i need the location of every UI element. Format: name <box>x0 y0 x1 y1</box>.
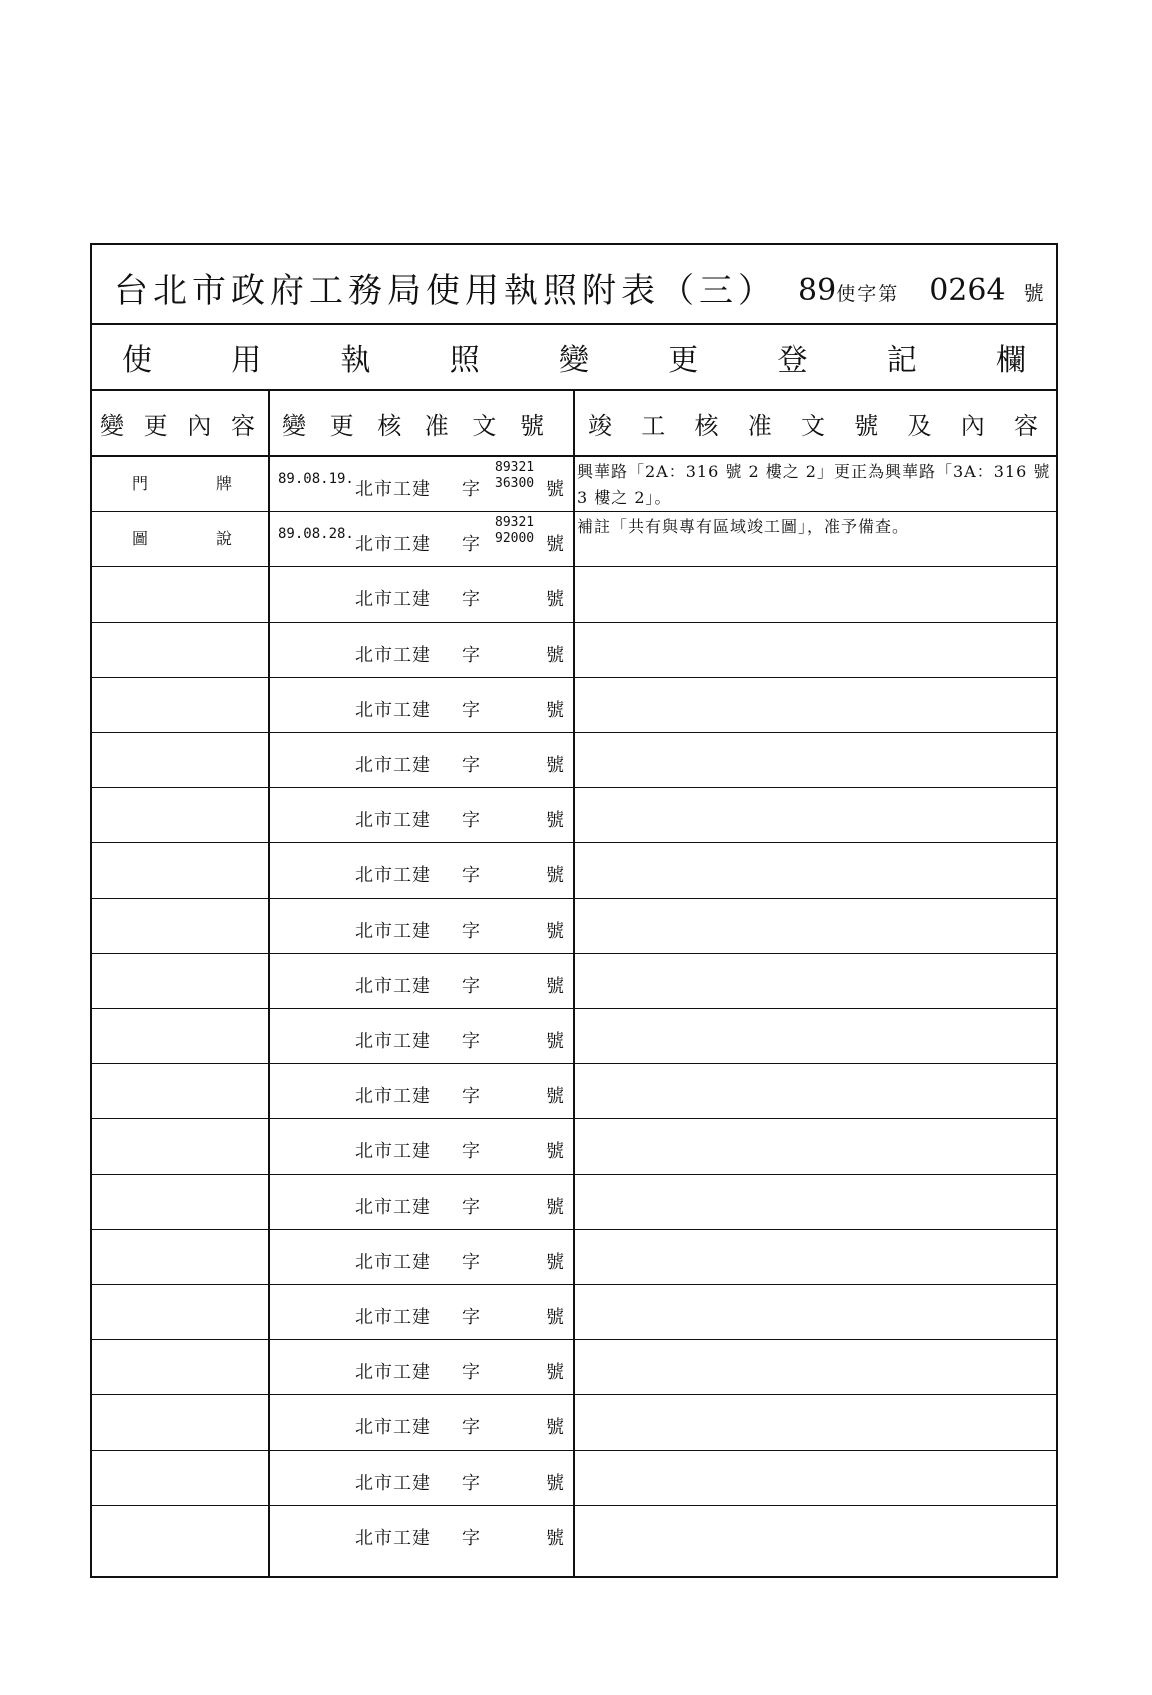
hao-label: 號 <box>546 1362 564 1384</box>
license-year: 89 <box>798 273 837 308</box>
column-header-char: 核 <box>377 411 402 440</box>
zi-label: 字 <box>462 975 480 997</box>
hao-label: 號 <box>546 1031 564 1052</box>
bureau-label: 北市工建 <box>355 479 431 500</box>
hao-label: 號 <box>546 975 564 997</box>
section-header-char: 變 <box>559 343 589 378</box>
column-header-char: 容 <box>230 411 255 440</box>
bureau-label: 北市工建 <box>355 589 431 611</box>
zi-label: 字 <box>462 479 480 500</box>
column-header-char: 准 <box>424 411 449 440</box>
license-type: 使字第 <box>836 283 900 305</box>
bureau-label: 北市工建 <box>355 1472 431 1494</box>
table-row <box>92 788 1056 843</box>
zi-label: 字 <box>462 1141 480 1163</box>
bureau-label: 北市工建 <box>355 1086 431 1108</box>
table-row <box>92 1009 1056 1064</box>
table-row <box>92 733 1056 788</box>
bureau-label: 北市工建 <box>355 1307 431 1328</box>
zi-label: 字 <box>462 534 480 556</box>
table-row <box>92 457 1056 512</box>
section-header-char: 欄 <box>996 343 1026 378</box>
zi-label: 字 <box>462 755 480 776</box>
table-row <box>92 1506 1056 1561</box>
table-row <box>92 1340 1056 1395</box>
column-header-char: 內 <box>960 411 985 440</box>
hao-label: 號 <box>546 1251 564 1273</box>
zi-label: 字 <box>462 1196 480 1218</box>
license-suffix: 號 <box>1023 281 1044 305</box>
zi-label: 字 <box>462 1086 480 1108</box>
zi-label: 字 <box>462 1031 480 1052</box>
table-row <box>92 1395 1056 1450</box>
bureau-label: 北市工建 <box>355 920 431 942</box>
column-header-char: 號 <box>854 411 879 440</box>
zi-label: 字 <box>462 589 480 611</box>
change-item <box>132 526 232 549</box>
table-row <box>92 678 1056 733</box>
zi-label: 字 <box>462 1307 480 1328</box>
zi-label: 字 <box>462 644 480 666</box>
section-header-char: 登 <box>777 343 808 378</box>
column-header-char: 內 <box>187 411 212 440</box>
hao-label: 號 <box>546 920 564 942</box>
title-row <box>92 245 1056 325</box>
hao-label: 號 <box>546 865 564 887</box>
zi-label: 字 <box>462 1362 480 1384</box>
hao-label: 號 <box>546 1417 564 1439</box>
bureau-label: 北市工建 <box>355 534 431 556</box>
change-item-char: 門 <box>132 474 149 493</box>
hao-label: 號 <box>546 810 564 832</box>
approval-date: 89.08.19. <box>278 471 354 487</box>
completion-content: 興華路「2A：316 號 2 樓之 2」更正為興華路「3A：316 號 3 樓之 2」。 <box>577 462 1051 507</box>
section-header-char: 執 <box>340 343 371 378</box>
zi-label: 字 <box>462 1472 480 1494</box>
license-table <box>90 243 1058 1578</box>
section-header-text <box>122 335 1026 379</box>
bureau-label: 北市工建 <box>355 1141 431 1163</box>
license-number <box>798 273 1044 308</box>
table-row <box>92 623 1056 678</box>
change-item-char: 圖 <box>132 529 149 549</box>
approval-number-line: 92000 <box>495 531 535 547</box>
table-row <box>92 954 1056 1009</box>
column-header-char: 號 <box>519 411 544 440</box>
bureau-label: 北市工建 <box>355 1031 431 1052</box>
column-header-char: 及 <box>907 411 932 440</box>
column-header-char: 竣 <box>588 411 612 440</box>
change-item-char: 說 <box>215 529 232 549</box>
approval-number-line: 89321 <box>495 515 535 531</box>
bureau-label: 北市工建 <box>355 810 431 832</box>
bureau-label: 北市工建 <box>355 1251 431 1273</box>
bureau-label: 北市工建 <box>355 755 431 776</box>
section-header-char: 使 <box>122 343 152 378</box>
bureau-label: 北市工建 <box>355 644 431 666</box>
column-header-char: 核 <box>694 411 719 440</box>
hao-label: 號 <box>546 1472 564 1494</box>
column-header-char: 更 <box>329 411 354 440</box>
zi-label: 字 <box>462 865 480 887</box>
form-title: 台北市政府工務局使用執照附表（三） <box>114 271 777 311</box>
approval-number-line: 36300 <box>495 476 535 491</box>
column-header-char: 變 <box>100 411 124 440</box>
zi-label: 字 <box>462 1251 480 1273</box>
table-row <box>92 1175 1056 1230</box>
hao-label: 號 <box>546 755 564 776</box>
table-row <box>92 1285 1056 1340</box>
hao-label: 號 <box>546 589 564 611</box>
column-header-char: 變 <box>282 411 306 440</box>
completion-content: 補註「共有與專有區域竣工圖」，准予備查。 <box>577 517 910 537</box>
zi-label: 字 <box>462 1527 480 1549</box>
table-row <box>92 1064 1056 1119</box>
zi-label: 字 <box>462 699 480 721</box>
license-serial: 0264 <box>929 273 1006 308</box>
column-header-char: 容 <box>1014 411 1038 440</box>
table-row <box>92 1119 1056 1174</box>
bureau-label: 北市工建 <box>355 1417 431 1439</box>
table-row <box>92 843 1056 898</box>
hao-label: 號 <box>546 699 564 721</box>
column-header-change-approval <box>282 391 544 455</box>
zi-label: 字 <box>462 920 480 942</box>
hao-label: 號 <box>546 1527 564 1549</box>
bureau-label: 北市工建 <box>355 1196 431 1218</box>
approval-date: 89.08.28. <box>278 526 354 543</box>
approval-number-line: 89321 <box>495 460 535 475</box>
change-item-char: 牌 <box>215 474 232 493</box>
hao-label: 號 <box>546 1307 564 1328</box>
bureau-label: 北市工建 <box>355 1362 431 1384</box>
hao-label: 號 <box>546 479 564 500</box>
hao-label: 號 <box>546 1196 564 1218</box>
approval-number <box>495 460 534 492</box>
bureau-label: 北市工建 <box>355 865 431 887</box>
bureau-label: 北市工建 <box>355 1527 431 1549</box>
bureau-label: 北市工建 <box>355 975 431 997</box>
hao-label: 號 <box>546 534 564 556</box>
bureau-label: 北市工建 <box>355 699 431 721</box>
table-row <box>92 899 1056 954</box>
table-row <box>92 1230 1056 1285</box>
section-header-char: 記 <box>886 343 917 378</box>
hao-label: 號 <box>546 644 564 666</box>
column-header-char: 准 <box>747 411 772 440</box>
section-header-char: 用 <box>231 343 262 378</box>
column-header-char: 更 <box>143 411 168 440</box>
column-header-completion <box>588 391 1038 455</box>
column-header-char: 文 <box>472 411 497 440</box>
column-header-char: 文 <box>801 411 825 440</box>
hao-label: 號 <box>546 1141 564 1163</box>
approval-number <box>495 515 534 547</box>
table-row <box>92 512 1056 567</box>
table-row <box>92 1451 1056 1506</box>
column-header-char: 工 <box>641 411 666 440</box>
section-header <box>92 325 1056 391</box>
table-row <box>92 567 1056 622</box>
section-header-char: 照 <box>449 343 480 378</box>
column-header-change-content <box>100 391 255 455</box>
change-item <box>132 471 232 494</box>
zi-label: 字 <box>462 810 480 832</box>
zi-label: 字 <box>462 1417 480 1439</box>
section-header-char: 更 <box>668 343 699 378</box>
hao-label: 號 <box>546 1086 564 1108</box>
